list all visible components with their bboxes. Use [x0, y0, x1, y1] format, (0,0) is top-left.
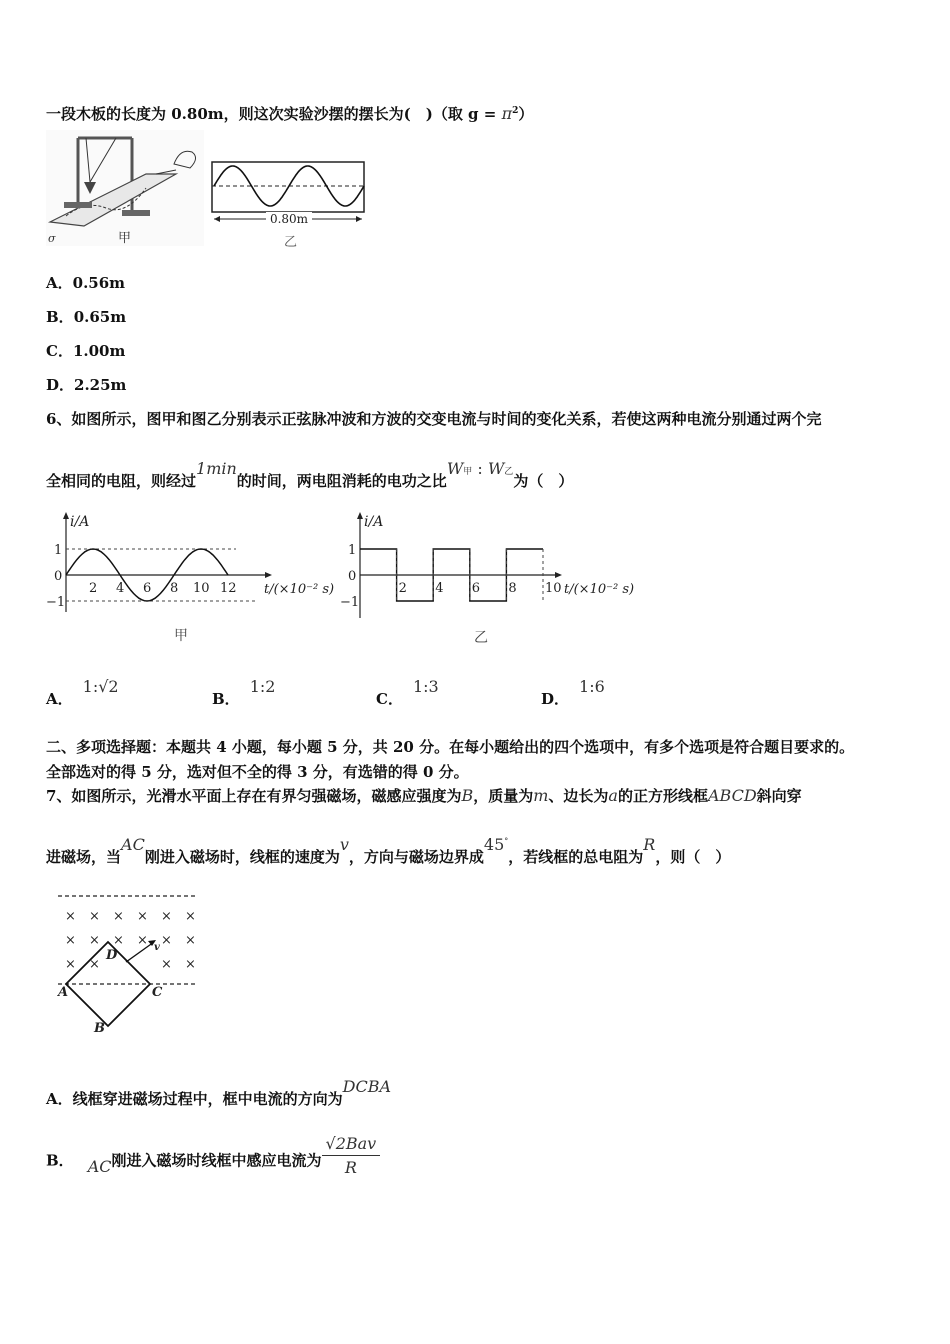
option-letter: A．: [46, 690, 73, 708]
q6-option-c[interactable]: [376, 677, 439, 709]
option-expr: 1:6: [579, 677, 605, 696]
q7-line1: [46, 785, 802, 806]
yi-ticks: [399, 581, 562, 596]
q5-option-b[interactable]: [46, 306, 126, 327]
jia-xlabel: t/(×10⁻² s): [264, 582, 335, 597]
option-text: 1.00m: [72, 342, 126, 360]
option-letter: B．: [46, 1151, 74, 1170]
option-text: 线框穿进磁场过程中，框中电流的方向为: [72, 1090, 343, 1108]
q7-line2: [46, 835, 731, 867]
q5-stem: [46, 103, 533, 124]
q6-option-a[interactable]: [46, 677, 119, 709]
pi-exponent: 2: [512, 106, 519, 116]
jia-tick-label-12: 12: [220, 581, 237, 596]
field-cross: ×: [113, 933, 124, 948]
q7-l2-d: ，若线框的总电阻为: [508, 848, 644, 866]
q7-option-b[interactable]: [46, 1134, 380, 1183]
graph-jia: [46, 508, 346, 648]
work-ratio: [447, 459, 514, 478]
option-letter: B．: [46, 308, 74, 326]
jia-ticks: [89, 581, 237, 596]
work-sub1: 甲: [463, 467, 473, 477]
option-expr: DCBA: [342, 1077, 392, 1096]
field-cross: ×: [113, 909, 124, 924]
q6-line2: [46, 459, 574, 491]
figure-yi-label: 乙: [284, 235, 298, 250]
jia-tick-label-8: 8: [170, 581, 179, 596]
yi-tick-label-6: 6: [471, 581, 481, 596]
vertex-D: D: [106, 948, 118, 963]
field-cross: ×: [161, 909, 172, 924]
magnetic-field-figure: [56, 892, 206, 1042]
frame-right-base: [122, 210, 150, 216]
degree-value: 45: [483, 835, 505, 854]
field-cross: ×: [89, 909, 100, 924]
q6-option-d[interactable]: [541, 677, 605, 709]
option-text: 2.25m: [74, 376, 127, 394]
vertex-C: C: [152, 985, 163, 1000]
yi-y-pos: 1: [348, 543, 357, 558]
yi-xlabel: t/(×10⁻² s): [564, 582, 635, 597]
symbol-v: v: [339, 835, 349, 854]
q5-option-c[interactable]: [46, 340, 125, 361]
option-letter: A．: [46, 1090, 73, 1108]
figure-corner-mark: σ: [48, 232, 56, 245]
field-cross: ×: [185, 957, 196, 972]
field-cross: ×: [65, 933, 76, 948]
field-cross: ×: [137, 933, 148, 948]
work-colon: :: [472, 459, 488, 478]
sand-pendulum-figure: [46, 130, 204, 246]
graph-yi: [336, 508, 646, 648]
q6-line2-b: 的时间，两电阻消耗的电功之比: [236, 472, 447, 490]
jia-caption: 甲: [174, 628, 188, 644]
field-cross: ×: [65, 957, 76, 972]
y-axis-arrow: [63, 512, 69, 519]
symbol-m: m: [533, 786, 549, 805]
q7-l1-e: 斜向穿: [756, 787, 802, 805]
current-fraction: [322, 1134, 381, 1177]
section2-line2: 全部选对的得 5 分，选对但不全的得 3 分，有选错的得 0 分。: [46, 763, 469, 781]
yi-tick-label-8: 8: [508, 581, 517, 596]
q6-line2-c: 为（ ）: [513, 472, 574, 490]
symbol-45deg: [484, 835, 508, 854]
jia-y-pos: 1: [54, 543, 63, 558]
field-cross: ×: [89, 933, 100, 948]
option-letter: A．: [46, 274, 73, 292]
q7-l2-b: 刚进入磁场时，线框的速度为: [144, 848, 340, 866]
figure-jia-label: 甲: [118, 231, 132, 246]
jia-tick-label-2: 2: [89, 581, 98, 596]
symbol-ABCD: ABCD: [707, 786, 757, 805]
option-letter: D．: [46, 376, 75, 394]
section2-line1: 二、多项选择题：本题共 4 小题，每小题 5 分，共 20 分。在每小题给出的四个选项中，有多个选项是符合题目要求的。: [46, 738, 855, 756]
field-cross: ×: [65, 909, 76, 924]
yi-tick-label-4: 4: [435, 581, 444, 596]
jia-tick-label-6: 6: [143, 581, 152, 596]
jia-y-neg: −1: [46, 595, 66, 610]
q7-l2-e: ，则（ ）: [655, 848, 731, 866]
option-expr: 1:√2: [82, 677, 119, 696]
time-expr: 1min: [196, 459, 237, 478]
length-label: 0.80m: [269, 212, 309, 226]
jia-tick-label-10: 10: [193, 581, 210, 596]
field-crosses: [65, 909, 196, 972]
q7-option-a[interactable]: [46, 1077, 392, 1109]
fraction-denominator: R: [344, 1158, 357, 1177]
option-letter: D．: [541, 690, 570, 708]
option-letter: B．: [212, 690, 240, 708]
degree-mark: °: [504, 836, 509, 846]
jia-y-zero: 0: [54, 569, 63, 584]
q7-l1-b: ，质量为: [473, 787, 534, 805]
fraction-numerator: √2Bav: [322, 1134, 381, 1156]
jia-tick-label-4: 4: [116, 581, 125, 596]
field-cross: ×: [161, 957, 172, 972]
field-cross: ×: [185, 933, 196, 948]
yi-ylabel: i/A: [364, 514, 384, 530]
q5-option-a[interactable]: [46, 272, 125, 293]
yi-caption: 乙: [474, 630, 488, 646]
yi-y-neg: −1: [340, 595, 360, 610]
work-w2: W: [487, 459, 505, 478]
q5-stem-close: ）: [518, 105, 534, 123]
option-expr: 1:3: [412, 677, 439, 696]
option-expr: 1:2: [249, 677, 276, 696]
symbol-AC: AC: [121, 835, 145, 854]
q7-l2-c: ，方向与磁场边界成: [348, 848, 484, 866]
option-letter: C．: [376, 690, 403, 708]
symbol-R: R: [643, 835, 656, 854]
field-cross: ×: [137, 909, 148, 924]
option-text: 0.65m: [73, 308, 127, 326]
q7-l1-a: 7、如图所示，光滑水平面上存在有界匀强磁场，磁感应强度为: [46, 787, 462, 805]
work-w1: W: [446, 459, 464, 478]
field-cross: ×: [161, 933, 172, 948]
q6-line2-a: 全相同的电阻，则经过: [46, 472, 197, 490]
q6-line1: 6、如图所示，图甲和图乙分别表示正弦脉冲波和方波的交变电流与时间的变化关系，若使这两种电流分别通过两个完: [46, 410, 822, 428]
velocity-label: v: [154, 942, 160, 953]
q5-stem-text: 一段木板的长度为 0.80m，则这次实验沙摆的摆长为( )（取 g =: [46, 105, 502, 123]
option-letter: C．: [46, 342, 73, 360]
q7-l2-a: 进磁场，当: [46, 848, 122, 866]
option-text: 刚进入磁场时线框中感应电流为: [111, 1151, 322, 1170]
symbol-AC: AC: [87, 1156, 112, 1176]
field-cross: ×: [185, 909, 196, 924]
symbol-a: a: [608, 786, 618, 805]
y-axis-arrow: [357, 512, 363, 519]
option-text: 0.56m: [72, 274, 126, 292]
work-sub2: 乙: [504, 467, 514, 477]
pi-symbol: π: [501, 104, 513, 123]
yi-tick-label-10: 10: [545, 581, 562, 596]
q7-l1-d: 的正方形线框: [617, 787, 708, 805]
symbol-B: B: [461, 786, 474, 805]
x-axis-arrow: [265, 572, 272, 578]
jia-ylabel: i/A: [70, 514, 90, 530]
vertex-B: B: [94, 1021, 105, 1036]
vertex-A: A: [58, 985, 69, 1000]
sand-trace-figure: [208, 158, 370, 250]
q5-option-d[interactable]: [46, 374, 126, 395]
q6-option-b[interactable]: [212, 677, 276, 709]
yi-tick-label-2: 2: [398, 581, 407, 596]
x-axis-arrow: [555, 572, 562, 578]
field-cross: ×: [89, 957, 100, 972]
yi-y-zero: 0: [348, 569, 357, 584]
q7-l1-c: 、边长为: [548, 787, 609, 805]
frame-left-base: [64, 202, 92, 208]
